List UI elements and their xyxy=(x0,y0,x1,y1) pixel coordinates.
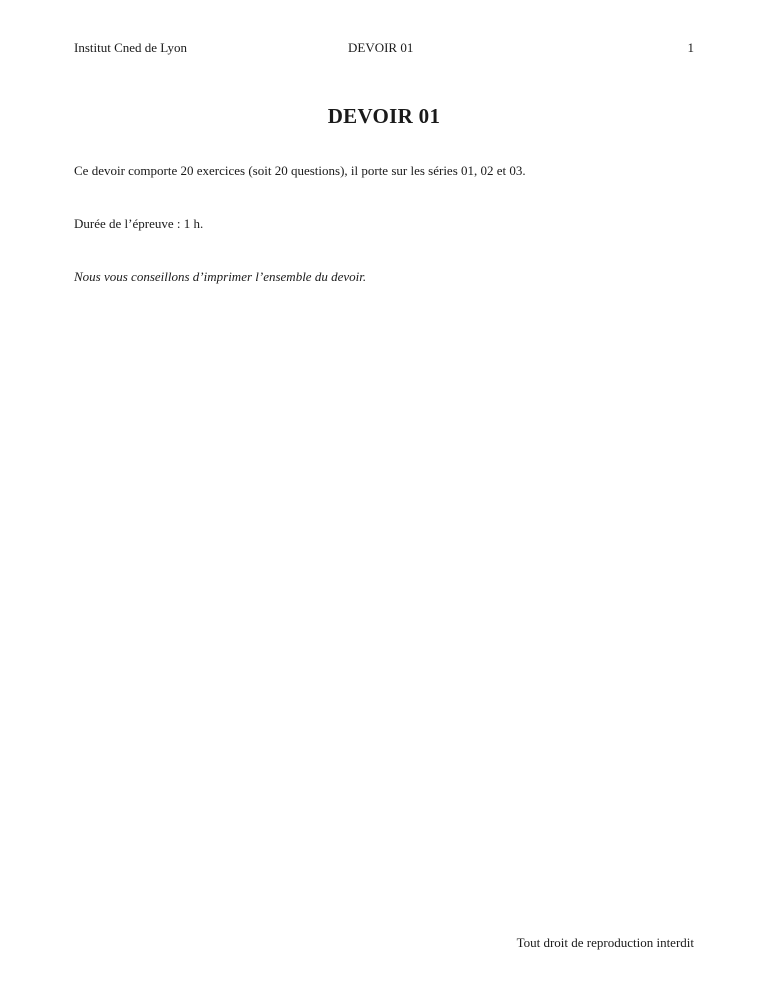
intro-paragraph: Ce devoir comporte 20 exercices (soit 20 questions), il porte sur les séries 01, 02 et 03. xyxy=(74,163,526,178)
header-running-title: DEVOIR 01 xyxy=(348,40,414,55)
duration-paragraph: Durée de l’épreuve : 1 h. xyxy=(74,216,204,231)
footer-copyright-notice: Tout droit de reproduction interdit xyxy=(516,935,694,950)
advice-paragraph: Nous vous conseillons d’imprimer l’ensemble du devoir. xyxy=(74,269,367,284)
running-header xyxy=(74,40,694,58)
page-title: DEVOIR 01 xyxy=(327,104,441,128)
header-institution: Institut Cned de Lyon xyxy=(74,40,188,55)
header-page-number: 1 xyxy=(687,40,694,55)
